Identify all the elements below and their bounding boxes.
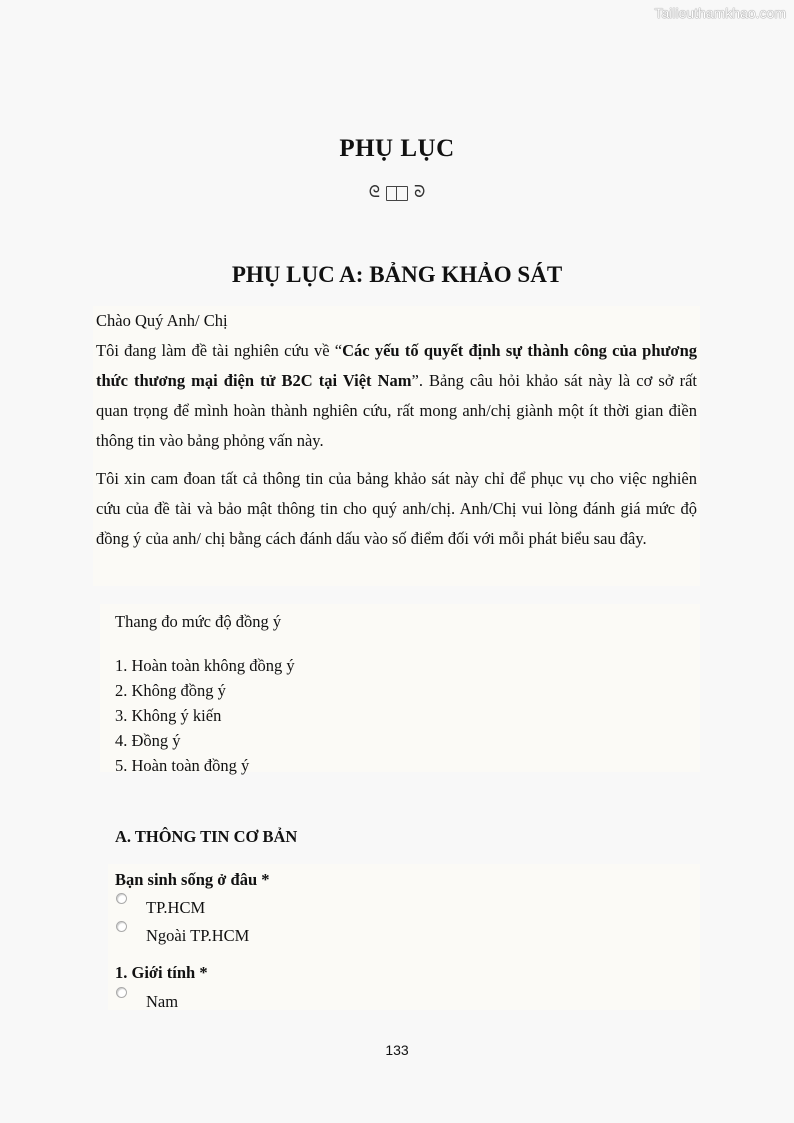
scale-item: 4. Đồng ý <box>115 731 181 750</box>
option-label: Ngoài TP.HCM <box>146 926 250 945</box>
scale-item: 2. Không đồng ý <box>115 681 226 700</box>
intro-block <box>93 306 700 586</box>
question-gender: 1. Giới tính * <box>115 963 208 982</box>
intro-paragraph-2: Tôi xin cam đoan tất cả thông tin của bảng khảo sát này chỉ để phục vụ cho việc nghiên cứu của đề tài và bảo mật thông tin cho quý anh/chị. Anh/Chị vui lòng đánh giá mức độ đồng ý của anh/ chị bằng cách đánh dấu vào số điểm đối với mỗi phát biểu sau đây. <box>96 469 697 548</box>
section-heading: A. THÔNG TIN CƠ BẢN <box>115 827 298 846</box>
flourish-left-icon: ᘓ <box>368 184 380 201</box>
scale-item: 1. Hoàn toàn không đồng ý <box>115 656 295 675</box>
ornament-divider <box>0 184 794 202</box>
scale-item: 5. Hoàn toàn đồng ý <box>115 756 250 775</box>
scale-item: 3. Không ý kiến <box>115 706 222 725</box>
appendix-title: PHỤ LỤC A: BẢNG KHẢO SÁT <box>231 262 563 287</box>
survey-form <box>108 864 700 1010</box>
radio-button[interactable] <box>116 921 127 932</box>
page-title: PHỤ LỤC <box>339 135 455 162</box>
flourish-right-icon: ᘐ <box>414 184 426 201</box>
research-topic: Các yếu tố quyết định sự thành công của phương thức thương mại điện tử B2C tại Việt Nam <box>96 341 697 390</box>
scale-list <box>115 653 295 778</box>
question-residence: Bạn sinh sống ở đâu * <box>115 870 270 889</box>
agreement-scale-block <box>100 604 700 775</box>
page-number: 133 <box>385 1042 409 1058</box>
radio-button[interactable] <box>116 893 127 904</box>
watermark: Tailieuthamkhao.com <box>654 5 786 21</box>
book-icon <box>386 186 408 201</box>
option-label: Nam <box>146 992 179 1011</box>
radio-button[interactable] <box>116 987 127 998</box>
intro-text-pre: Tôi đang làm đề tài nghiên cứu về “ <box>96 341 343 360</box>
intro-text-post: ”. Bảng câu hỏi khảo sát này là cơ sở rất quan trọng để mình hoàn thành nghiên cứu, rất mong anh/chị giành một ít thời gian điền thông tin vào bảng phỏng vấn này. <box>96 371 697 450</box>
greeting: Chào Quý Anh/ Chị <box>96 311 228 330</box>
option-label: TP.HCM <box>146 898 206 917</box>
intro-paragraph-1 <box>93 336 700 456</box>
scale-title: Thang đo mức độ đồng ý <box>115 612 282 631</box>
